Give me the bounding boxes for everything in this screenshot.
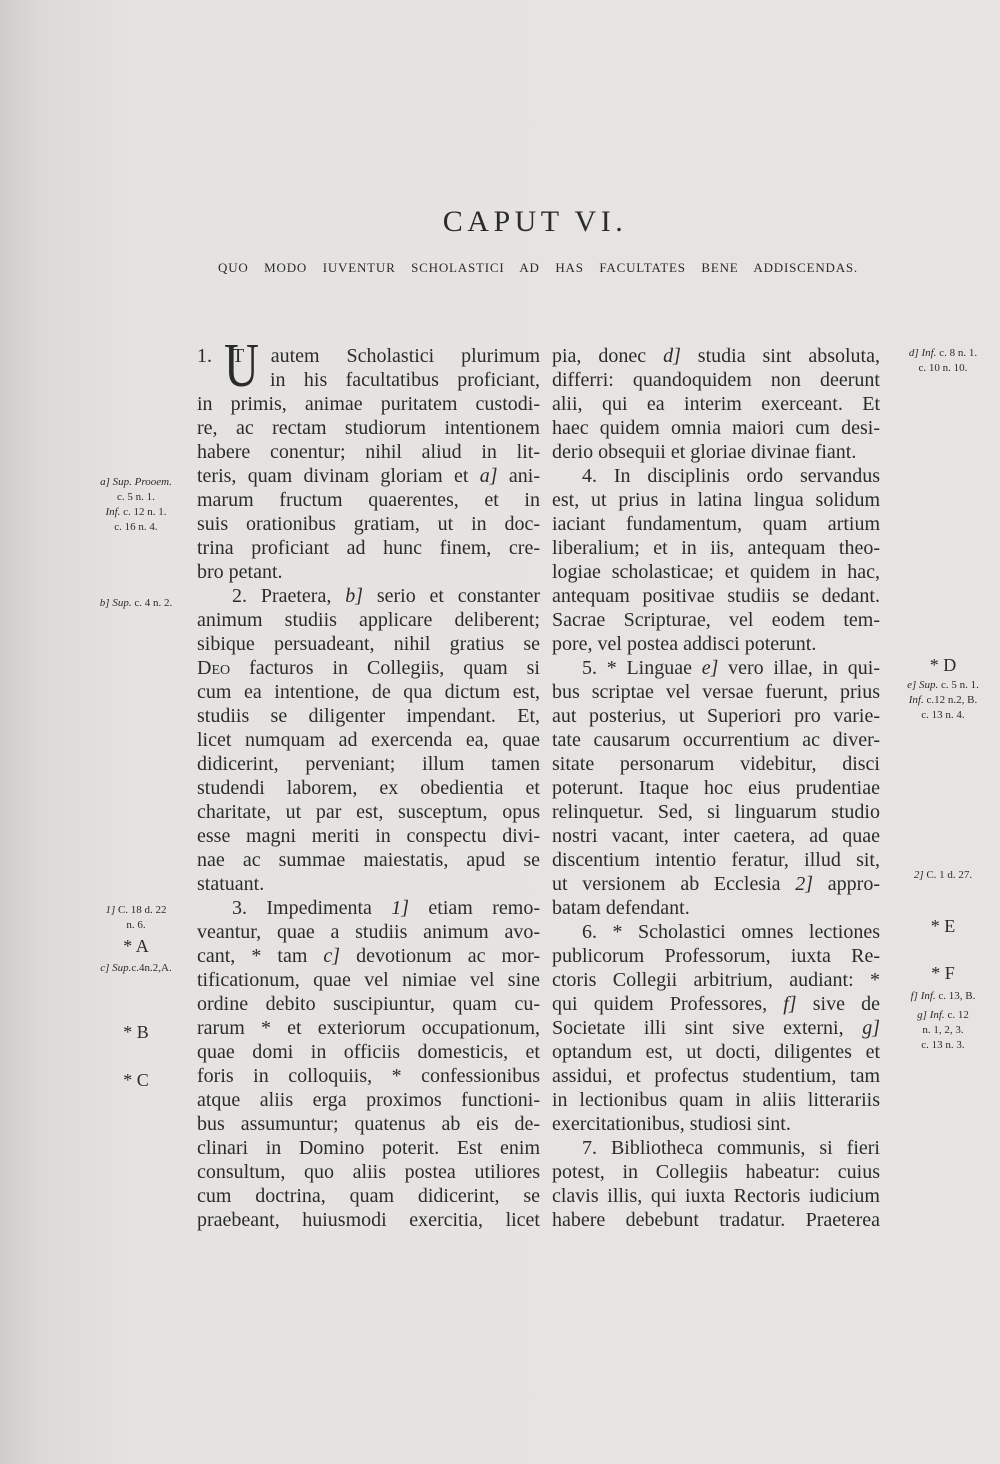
- text-line: batam defendant.: [552, 897, 690, 919]
- margin-note-line: f] Inf. c. 13, B.: [910, 990, 976, 1002]
- margin-note-line: c. 13 n. 4.: [921, 709, 965, 721]
- margin-note-line: Inf. c. 12 n. 1.: [105, 506, 167, 518]
- text-line: nae ac summae maiestatis, apud se: [197, 849, 540, 871]
- text-line: cant, * tam c] devotionum ac mor-: [197, 945, 540, 967]
- margin-note-f: [893, 989, 993, 1004]
- text-line: esse magni meriti in conspectu divi-: [197, 825, 540, 847]
- text-line: suis orationibus gratiam, ut in doc-: [197, 513, 540, 535]
- text-line: in primis, animae puritatem custodi-: [197, 393, 540, 415]
- text-line: licet numquam ad exercenda ea, quae: [197, 729, 540, 751]
- text-line: nostri vacant, inter caetera, ad quae: [552, 825, 880, 847]
- text-line: bus assumuntur; quatenus ab eis de-: [197, 1113, 540, 1135]
- chapter-title: CAPUT VI.: [442, 205, 628, 238]
- text-line: habere conentur; nihil aliud in lit-: [197, 441, 540, 463]
- text-line: iaciant fundamentum, quam artium: [552, 513, 880, 535]
- text-line: clavis illis, qui iuxta Rectoris iudicium: [552, 1185, 880, 1207]
- text-line: aut posterius, ut Superiori pro varie-: [552, 705, 880, 727]
- margin-mark-c: * C: [123, 1070, 149, 1090]
- text-line: in lectionibus quam in aliis litterariis: [552, 1089, 880, 1111]
- text-line: assidui, et profectus studentium, tam: [552, 1065, 880, 1087]
- text-line: alii, qui ea interim exerceant. Et: [552, 393, 880, 415]
- text-line: differri: quandoquidem non deerunt: [552, 369, 880, 391]
- text-line: tate causarum occurrentium ac diver-: [552, 729, 880, 751]
- margin-note-line: n. 1, 2, 3.: [922, 1024, 964, 1036]
- text-line: haec quidem omnia maiori cum desi-: [552, 417, 880, 439]
- margin-note-line: d] Inf. c. 8 n. 1.: [908, 347, 978, 359]
- margin-note-line: c] Sup.c.4n.2,A.: [100, 962, 172, 974]
- text-line: qui quidem Professores, f] sive de: [552, 993, 880, 1015]
- text-line: poterunt. Itaque hoc eius prudentiae: [552, 777, 880, 799]
- margin-mark-a: * A: [123, 936, 149, 956]
- margin-note-e: [893, 678, 993, 723]
- text-line: discentium intentio feratur, illud sit,: [552, 849, 880, 871]
- text-line: didicerint, perveniant; illum tamen: [197, 753, 540, 775]
- text-line: rarum * et exteriorum occupationum,: [197, 1017, 540, 1039]
- margin-note-line: Inf. c.12 n.2, B.: [908, 694, 978, 706]
- text-line: ut versionem ab Ecclesia 2] appro-: [552, 873, 880, 895]
- margin-mark-f: * F: [931, 963, 955, 983]
- margin-mark-d: * D: [929, 655, 957, 675]
- text-line: est, ut prius in latina lingua solidum: [552, 489, 880, 511]
- text-line: ordine debito suscipiuntur, quam cu-: [197, 993, 540, 1015]
- margin-note-line: 2] C. 1 d. 27.: [913, 869, 973, 881]
- text-line: re, ac rectam studiorum intentionem: [197, 417, 540, 439]
- text-line: studendi laborem, ex obedientia et: [197, 777, 540, 799]
- margin-note-2: [893, 868, 993, 883]
- text-line: relinquetur. Sed, si linguarum studio: [552, 801, 880, 823]
- margin-note-d: [893, 346, 993, 376]
- text-line: 5. * Linguae e] vero illae, in qui-: [582, 657, 880, 679]
- text-line: 3. Impedimenta 1] etiam remo-: [232, 897, 540, 919]
- text-line: potest, in Collegiis habeatur: cuius: [552, 1161, 880, 1183]
- margin-mark-b: * B: [123, 1022, 149, 1042]
- margin-note-line: c. 10 n. 10.: [918, 362, 968, 374]
- margin-note-line: 1] C. 18 d. 22: [105, 904, 167, 916]
- margin-note-b: [84, 596, 188, 611]
- text-line: derio obsequii et gloriae divinae fiant.: [552, 441, 857, 463]
- margin-note-line: c. 5 n. 1.: [117, 491, 155, 503]
- text-line: antequam positivae studiis se dedant.: [552, 585, 880, 607]
- text-line: studiis se diligenter impendant. Et,: [197, 705, 540, 727]
- text-line: exercitationibus, studiosi sint.: [552, 1113, 791, 1135]
- margin-mark-e: * E: [930, 916, 956, 936]
- text-line: animum studiis applicare deliberent;: [197, 609, 540, 631]
- margin-note-line: a] Sup. Prooem.: [100, 476, 172, 488]
- text-line: statuant.: [197, 873, 265, 895]
- text-line: charitate, ut par est, susceptum, opus: [197, 801, 540, 823]
- margin-note-g: [893, 1008, 993, 1053]
- text-line: sibique persuadeant, nihil gratius se: [197, 633, 540, 655]
- margin-note-line: b] Sup. c. 4 n. 2.: [99, 597, 173, 609]
- text-line: consultum, quo aliis postea utiliores: [197, 1161, 540, 1183]
- text-line: marum fructum quaerentes, et in: [197, 489, 540, 511]
- text-line: cum doctrina, quam didicerint, se: [197, 1185, 540, 1207]
- text-line: cum ea intentione, de qua dictum est,: [197, 681, 540, 703]
- text-line: Sacrae Scripturae, vel eodem tem-: [552, 609, 880, 631]
- text-line: quae domi in officiis domesticis, et: [197, 1041, 540, 1063]
- text-line: T autem Scholastici plurimum: [232, 345, 540, 367]
- drop-cap: U: [224, 332, 259, 400]
- text-line: bus scriptae vel versae fuerunt, prius: [552, 681, 880, 703]
- margin-note-a: [84, 475, 188, 535]
- margin-note-1: [84, 903, 188, 933]
- margin-note-line: g] Inf. c. 12: [917, 1009, 969, 1021]
- chapter-subtitle: QUO MODO IUVENTUR SCHOLASTICI AD HAS FACULTATES BENE ADDISCENDAS.: [218, 260, 858, 275]
- text-line: atque aliis erga proximos functioni-: [197, 1089, 540, 1111]
- text-line: habere debebunt tradatur. Praeterea: [552, 1209, 880, 1231]
- text-line: Deo facturos in Collegiis, quam si: [197, 657, 540, 679]
- margin-note-line: e] Sup. c. 5 n. 1.: [907, 679, 979, 691]
- text-line: teris, quam divinam gloriam et a] ani-: [197, 465, 540, 487]
- text-line: 6. * Scholastici omnes lectiones: [582, 921, 880, 943]
- text-line: pia, donec d] studia sint absoluta,: [552, 345, 880, 367]
- right-text-column: [552, 344, 880, 1232]
- text-line: tificationum, quae vel nimiae vel sine: [197, 969, 540, 991]
- text-line: sitate personarum videbitur, disci: [552, 753, 880, 775]
- text-line: 4. In disciplinis ordo servandus: [582, 465, 880, 487]
- text-line: praebeant, huiusmodi exercitia, licet: [197, 1209, 540, 1231]
- text-line: in his facultatibus proficiant,: [270, 369, 540, 391]
- text-line: foris in colloquiis, * confessionibus: [197, 1065, 540, 1087]
- text-line: 2. Praetera, b] serio et constanter: [232, 585, 540, 607]
- text-line: publicorum Professorum, iuxta Re-: [552, 945, 880, 967]
- text-line: logiae scholasticae; et quidem in hac,: [552, 561, 880, 583]
- margin-note-c: [84, 961, 188, 976]
- margin-note-line: n. 6.: [126, 919, 146, 931]
- text-line: veantur, quae a studiis animum avo-: [197, 921, 540, 943]
- paragraph-number: 1.: [197, 345, 212, 367]
- text-line: 7. Bibliotheca communis, si fieri: [582, 1137, 880, 1159]
- left-text-column: [197, 344, 540, 1232]
- text-line: optandum est, ut docti, diligentes et: [552, 1041, 880, 1063]
- text-line: clinari in Domino poterit. Est enim: [197, 1137, 540, 1159]
- text-line: Societate illi sint sive externi, g]: [552, 1017, 880, 1039]
- text-line: ctoris Collegii arbitrium, audiant: *: [552, 969, 880, 991]
- margin-note-line: c. 16 n. 4.: [114, 521, 158, 533]
- text-line: pore, vel postea addisci poterunt.: [552, 633, 817, 655]
- text-line: bro petant.: [197, 561, 283, 583]
- text-line: trina proficiant ad hunc finem, cre-: [197, 537, 540, 559]
- margin-note-line: c. 13 n. 3.: [921, 1039, 965, 1051]
- text-line: liberalium; et in iis, antequam theo-: [552, 537, 880, 559]
